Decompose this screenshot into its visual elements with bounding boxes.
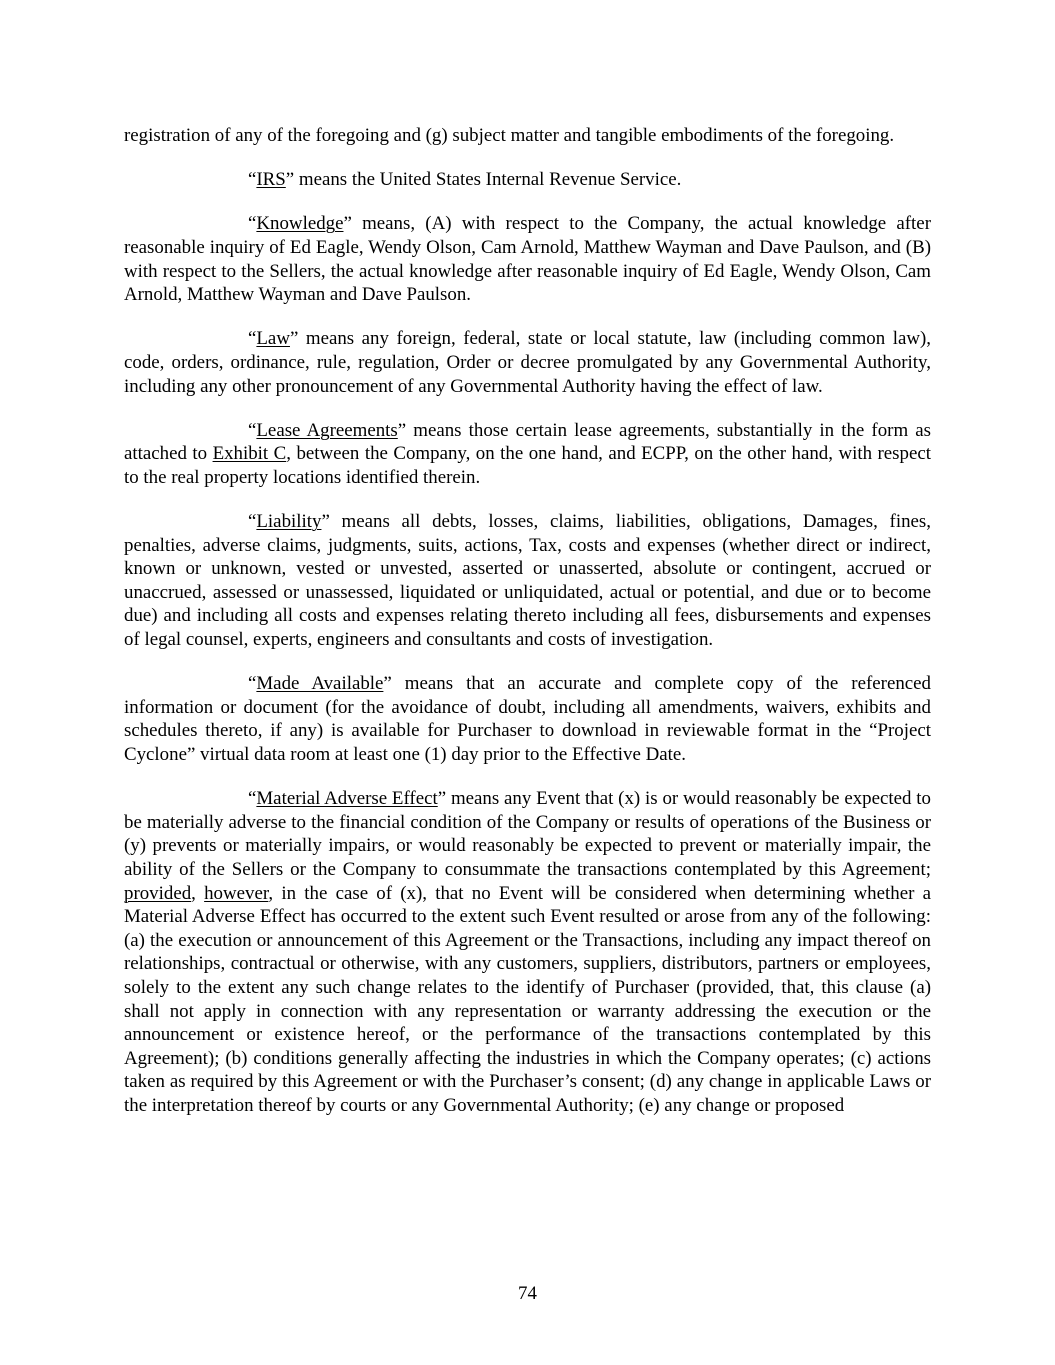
exhibit-reference: Exhibit C [212, 443, 287, 465]
definition-lease-agreements: “Lease Agreements” means those certain lease agreements, substantially in the form as attached to Exhibit C, between the Company, on the one hand, and ECPP, on the other hand, with respect to the real property locations identified therein. [124, 419, 931, 488]
definition-material-adverse-effect: “Material Adverse Effect” means any Event that (x) is or would reasonably be expected to be materially adverse to the financial condition of the Company or results of operations of the Business or (y) prevents or materially impairs, or would reasonably be expected to prevent or materially impair, the ability of the Sellers or the Company to consummate the transactions contemplated by this Agreement; provided, however, in the case of (x), that no Event will be considered when determining whether a Material Adverse Effect has occurred to the extent such Event resulted or arose from any of the following: (a) the execution or announcement of this Agreement or the Transactions, including any impact thereof on relationships, contractual or otherwise, with any customers, suppliers, distributors, partners or employees, solely to the extent any such change relates to the identify of Purchaser (provided, that, this clause (a) shall not apply in connection with any representation or warranty addressing the execution or the announcement or existence hereof, or the performance of the transactions contemplated by this Agreement); (b) conditions generally affecting the industries in which the Company operates; (c) actions taken as required by this Agreement or with the Purchaser’s consent; (d) any change in applicable Laws or the interpretation thereof by courts or any Governmental Authority; (e) any change or proposed [124, 788, 931, 1116]
definition-text: ” means, (A) with respect to the Company, the actual knowledge after reasonable inquiry of Ed Eagle, Wendy Olson, Cam Arnold, Matthew Wayman and Dave Paulson, and (B) with respect to the Sellers, the actual knowledge after reasonable inquiry of Ed Eagle, Wendy Olson, Cam Arnold, Matthew Wayman and Dave Paulson. [124, 213, 931, 306]
document-body [124, 124, 931, 1138]
page-number: 74 [518, 1283, 537, 1304]
definition-irs: “IRS” means the United States Internal Revenue Service. [248, 169, 682, 191]
paragraph-continuation [124, 124, 931, 148]
paragraph-text: registration of any of the foregoing and (g) subject matter and tangible embodiments of the foregoing. [124, 125, 895, 146]
definition-text: ” means that an accurate and complete copy of the referenced information or document (for the avoidance of doubt, including all amendments, waivers, exhibits and schedules thereto, if any) is available for Purchaser to download in reviewable format in the “Project Cyclone” virtual data room at least one (1) day prior to the Effective Date. [124, 673, 931, 766]
definition-text: ” means all debts, losses, claims, liabilities, obligations, Damages, fines, penalties, adverse claims, judgments, suits, actions, Tax, costs and expenses (whether direct or indirect, known or unknown, vested or unvested, asserted or unasserted, absolute or contingent, accrued or unaccrued, assessed or unassessed, liquidated or unliquidated, actual or potential, and due or to become due) and including all costs and expenses relating thereto including all fees, disbursements and expenses of legal counsel, experts, engineers and consultants and costs of investigation. [124, 511, 931, 651]
defined-term-lease-agreements: Lease Agreements [256, 419, 398, 441]
defined-term-knowledge: Knowledge [256, 213, 344, 235]
definition-law: “Law” means any foreign, federal, state or local statute, law (including common law), code, orders, ordinance, rule, regulation, Order or decree promulgated by any Governmental Authority, including any other pronouncement of any Governmental Authority having the effect of law. [124, 328, 931, 397]
defined-term-liability: Liability [256, 511, 322, 533]
defined-term-irs: IRS [256, 169, 286, 191]
definition-text: ” means any foreign, federal, state or local statute, law (including common law), code, orders, ordinance, rule, regulation, Order or decree promulgated by any Governmental Authority, including any other pronouncement of any Governmental Authority having the effect of law. [124, 328, 931, 397]
defined-term-law: Law [256, 328, 290, 350]
definition-text: ” means any Event that (x) is or would reasonably be expected to be materially adverse to the financial condition of the Company or results of operations of the Business or (y) prevents or materially impairs, or would reasonably be expected to prevent or materially impair, the ability of the Sellers or the Company to consummate the transactions contemplated by this Agreement; [124, 788, 931, 880]
defined-term-made-available: Made Available [256, 673, 384, 695]
definition-text: ” means those certain lease agreements, substantially in the form as attached to [124, 419, 931, 465]
definition-liability: “Liability” means all debts, losses, claims, liabilities, obligations, Damages, fines, penalties, adverse claims, judgments, suits, actions, Tax, costs and expenses (whether direct or indirect, known or unknown, vested or unvested, asserted or unasserted, absolute or contingent, accrued or unaccrued, assessed or unassessed, liquidated or unliquidated, actual or potential, and due or to become due) and including all costs and expenses relating thereto including all fees, disbursements and expenses of legal counsel, experts, engineers and consultants and costs of investigation. [124, 511, 931, 651]
definition-text: , in the case of (x), that no Event will be considered when determining whether a Material Adverse Effect has occurred to the extent such Event resulted or arose from any of the following: (a) the execution or announcement of this Agreement or the Transactions, including any impact thereof on relationships, contractual or otherwise, with any customers, suppliers, distributors, partners or employees, solely to the extent any such change relates to the identify of Purchaser (provided, that, this clause (a) shall not apply in connection with any representation or warranty addressing the execution or the announcement or existence hereof, or the performance of the transactions contemplated by this Agreement); (b) conditions generally affecting the industries in which the Company operates; (c) actions taken as required by this Agreement or with the Purchaser’s consent; (d) any change in applicable Laws or the interpretation thereof by courts or any Governmental Authority; (e) any change or proposed [124, 882, 931, 1116]
definition-made-available: “Made Available” means that an accurate and complete copy of the referenced information or document (for the avoidance of doubt, including all amendments, waivers, exhibits and schedules thereto, if any) is available for Purchaser to download in reviewable format in the “Project Cyclone” virtual data room at least one (1) day prior to the Effective Date. [124, 673, 931, 766]
definition-text: ” means the United States Internal Revenue Service. [285, 169, 682, 191]
definition-text: , between the Company, on the one hand, and ECPP, on the other hand, with respect to the real property locations identified therein. [124, 443, 931, 488]
definition-knowledge: “Knowledge” means, (A) with respect to the Company, the actual knowledge after reasonable inquiry of Ed Eagle, Wendy Olson, Cam Arnold, Matthew Wayman and Dave Paulson, and (B) with respect to the Sellers, the actual knowledge after reasonable inquiry of Ed Eagle, Wendy Olson, Cam Arnold, Matthew Wayman and Dave Paulson. [124, 213, 931, 306]
however-term: however [204, 882, 269, 904]
provided-term: provided [124, 882, 192, 904]
defined-term-material-adverse-effect: Material Adverse Effect [256, 788, 438, 810]
